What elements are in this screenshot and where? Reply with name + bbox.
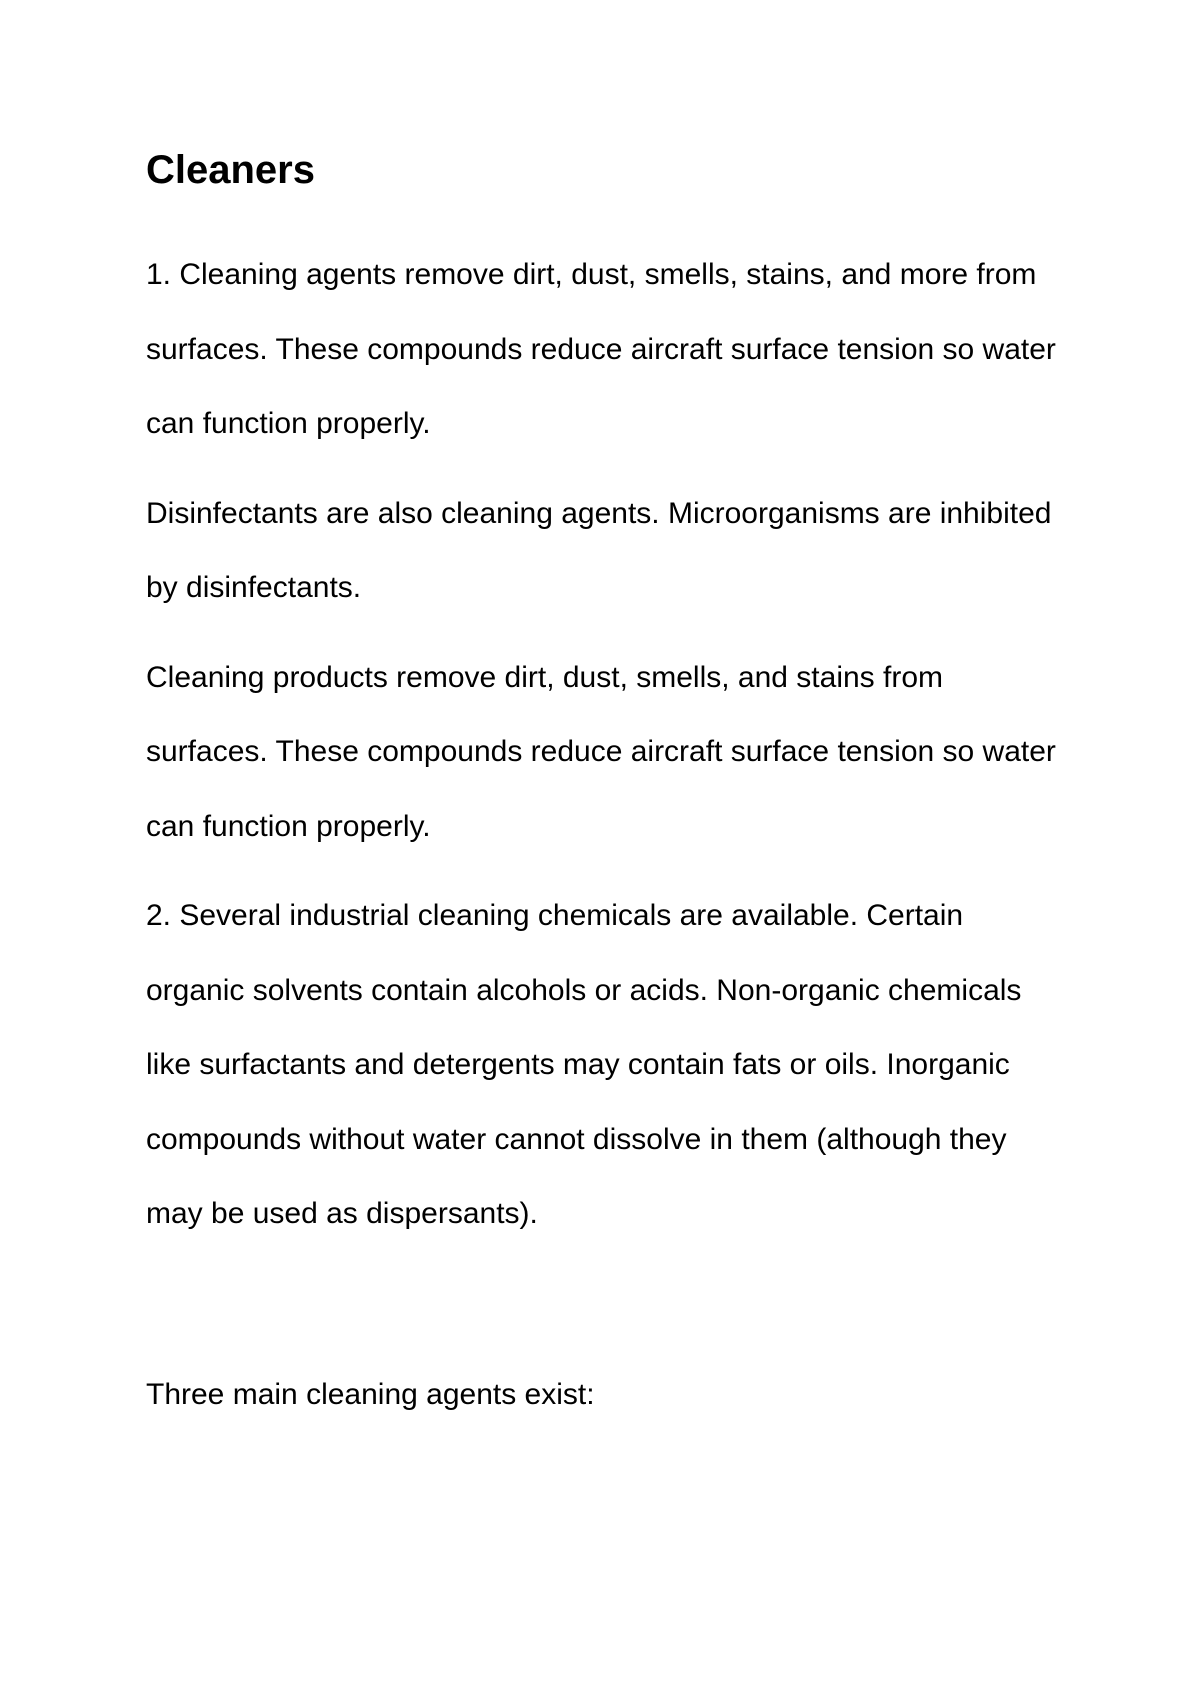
paragraph-industrial-chemicals: 2. Several industrial cleaning chemicals are available. Certain organic solvents contain alcohols or acids. Non-organic chemicals like surfactants and detergents may contain fats or oils. Inorganic compounds without water cannot dissolve in them (although they may be used as dispersants). bbox=[146, 899, 1022, 1230]
paragraph-three-main-agents: Three main cleaning agents exist: bbox=[146, 1377, 595, 1411]
paragraph-cleaning-agents: 1. Cleaning agents remove dirt, dust, smells, stains, and more from surfaces. These compounds reduce aircraft surface tension so water can function properly. bbox=[146, 258, 1056, 440]
paragraph-cleaning-products: Cleaning products remove dirt, dust, smells, and stains from surfaces. These compounds reduce aircraft surface tension so water can function properly. bbox=[146, 660, 1056, 843]
paragraph-disinfectants: Disinfectants are also cleaning agents. Microorganisms are inhibited by disinfectants. bbox=[146, 496, 1052, 604]
document-body bbox=[146, 140, 1066, 1447]
page-title: Cleaners bbox=[146, 148, 315, 192]
